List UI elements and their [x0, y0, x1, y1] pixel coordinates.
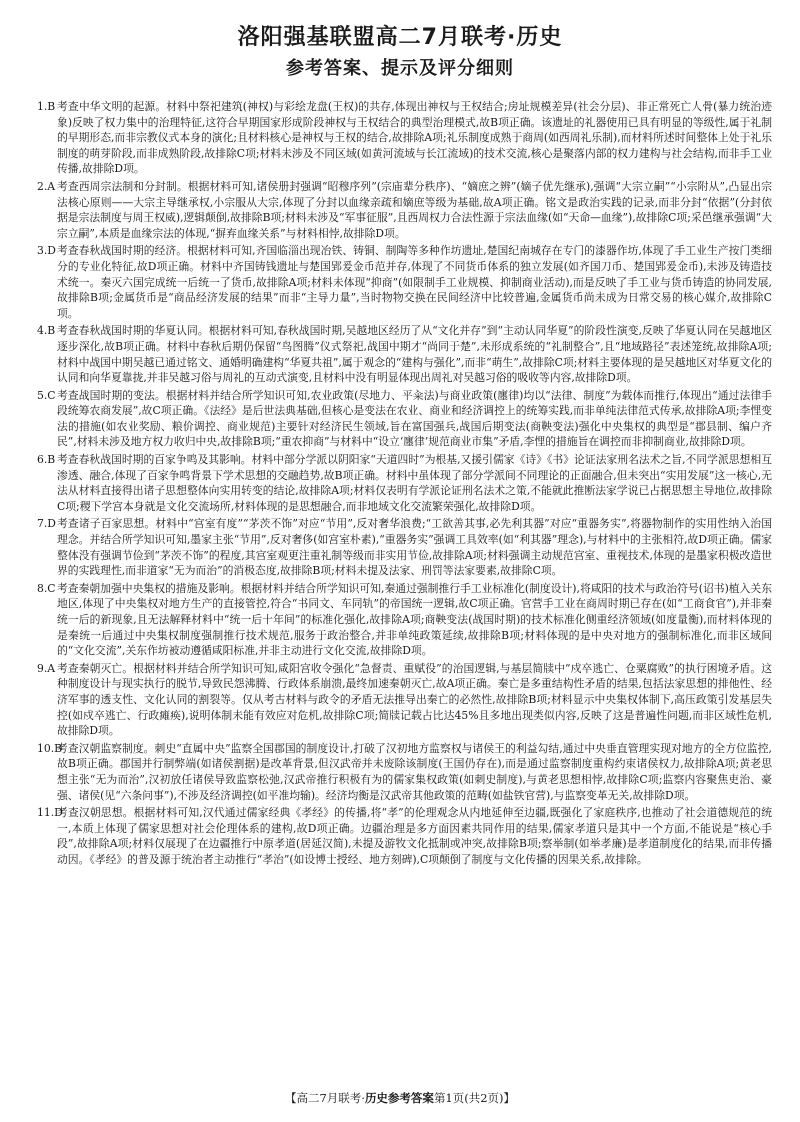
answer-item — [37, 805, 772, 867]
answer-explanation: 考查春秋战国时期的百家争鸣及其影响。材料中部分学派以阴阳家“天道四时”为根基,又援引儒家《诗》《书》论证法家刑名法术之旨,不同学派思想相互渗透、融合,体现了百家争鸣背景下学术思想的交融趋势,故B项正确。材料中虽体现了部分学派间不同理论的正面融合,但未突出“实用发展”这一核心,无法从材料直接得出诸子思想整体向实用转变的结论,故排除A项;材料仅表明有学派论证刑名法术之策,不能就此推断法家学说已占据思想主导地位,故排除C项;稷下学宫本身就是文化交流场所,材料体现的是思想融合,而非地域文化交流繁荣强化,故排除D项。 — [57, 453, 772, 513]
answer-number: 5.C — [37, 388, 56, 402]
answer-explanation: 考查春秋战国时期的经济。根据材料可知,齐国临淄出现冶铁、铸铜、制陶等多种作坊遗址,楚国纪南城存在专门的漆器作坊,体现了手工业生产按门类细分的专业化特征,故D项正确。材料中齐国铸钱遗址与楚国郢爰金币范并存,体现了不同货币体系的独立发展(如齐国刀币、楚国郢爰金币),未涉及铸造技术统一。秦灭六国完成统一后统一了货币,故排除A项;材料未体现“抑商”(如限制手工业规模、抑制商业活动),而是反映了手工业与货币铸造的协同发展,故排除B项;金属货币是“商品经济发展的结果”而非“主导力量”,当时物物交换在民间经济中比较普遍,金属货币尚未成为日常交易的核心媒介,故排除C项。 — [57, 244, 772, 320]
answer-item — [37, 388, 772, 450]
answer-item — [37, 323, 772, 385]
answer-item — [37, 99, 772, 177]
answer-number: 9.A — [37, 661, 56, 675]
answer-explanation: 考查秦朝加强中央集权的措施及影响。根据材料并结合所学知识可知,秦通过强制推行手工业标准化(制度设计),将咸阳的技术与政治符号(诏书)植入关东地区,体现了中央集权对地方生产的直接管控,符合“书同文、车同轨”的帝国统一逻辑,故C项正确。官营手工业在商周时期已存在(如“工商食官”),并非秦统一后的新现象,且无法解释材料中“统一后十年间”的标准化强化,故排除A项;商鞅变法(战国时期)的技术标准化侧重经济领域(如度量衡),而材料体现的是秦统一后通过中央集权制度强制推行技术规范,服务于政治整合,并非单纯政策延续,故排除B项;材料体现的是中央对地方的强制标准化,而非区域间的“文化交流”,关东作坊被动遵循咸阳标准,并非主动进行文化交流,故排除D项。 — [57, 581, 772, 658]
answer-item — [37, 661, 772, 739]
answer-number: 7.D — [37, 517, 56, 531]
answer-number: 8.C — [37, 581, 56, 595]
answer-number: 3.D — [37, 244, 56, 258]
footer-page-info: 第1页(共2页)】 — [433, 1091, 516, 1105]
answer-explanation: 考查汉朝监察制度。刺史“直属中央”监察全国郡国的制度设计,打破了汉初地方监察权与诸侯王的利益勾结,通过中央垂直管理实现对地方的全方位监控,故B项正确。郡国并行制弊端(如诸侯割据)是改革背景,但汉武帝并未废除该制度(王国仍存在),而是通过监察制度重构约束诸侯权力,故排除A项;黄老思想主张“无为而治”,汉初放任诸侯导致监察松弛,汉武帝推行积极有为的儒家集权政策(如刺史制度),与黄老思想相悖,故排除C项;监察内容聚焦吏治、豪强、诸侯(见“六条问事”),不涉及经济调控(如平准均输)。经济均衡是汉武帝其他政策的范畴(如盐铁官营),与监察变革无关,故排除D项。 — [57, 741, 772, 802]
answer-explanation: 考查战国时期的变法。根据材料并结合所学知识可知,农业政策(尽地力、平籴法)与商业政策(廛律)均以“法律、制度”为载体而推行,体现出“通过法律手段统筹农商发展”,故C项正确。《法经》是后世法典基础,但核心是变法在农业、商业和经济调控上的统筹实践,而非单纯法律范式传承,故排除A项;李悝变法的措施(如农业奖励、粮价调控、商业规范)主要针对经济民生领域,旨在富国强兵,战国后期变法(商鞅变法)强化中央集权的典型是“郡县制、编户齐民”,材料未涉及地方权力收归中央,故排除B项;“重农抑商”与材料中“设立‘廛律’规范商业市集”矛盾,李悝的措施旨在调控而非抑制商业,故排除D项。 — [57, 388, 772, 449]
answer-explanation: 考查秦朝灭亡。根据材料并结合所学知识可知,咸阳宫收令强化“急督责、重赋役”的治国逻辑,与基层简牍中“戍卒逃亡、仓粟腐败”的执行困境矛盾。这种制度设计与现实执行的脱节,导致民怨沸腾、行政体系崩溃,最终加速秦朝灭亡,故A项正确。秦亡是多重结构性矛盾的结果,包括法家思想的排他性、经济军事的透支性、文化认同的割裂等。仅从考古材料与政令的矛盾无法推导出秦亡的必然性,故排除B项;材料显示中央集权体制下,高压政策引发基层失控(如戍卒逃亡、行政瘫痪),说明体制未能有效应对危机,故排除C项;简牍记载占比达45%且多地出现类似内容,反映了这是普遍性问题,而非区域性危机,故排除D项。 — [57, 661, 772, 738]
answer-number: 10.B — [37, 741, 63, 755]
answer-item — [37, 581, 772, 659]
page-subtitle: 参考答案、提示及评分细则 — [286, 58, 514, 79]
answer-explanation: 考查诸子百家思想。材料中“宫室有度”“茅茨不饰”对应“节用”,反对奢华浪费;“工欲善其事,必先利其器”对应“重器务实”,将器物制作的实用性纳入治国理念。并结合所学知识可知,墨家主张“节用”,反对奢侈(如宫室朴素),“重器务实”强调工具效率(如“利其器”理念),与材料中的主张相符,故D项正确。儒家整体没有强调节俭到“茅茨不饰”的程度,其宫室观更注重礼制等级而非实用节俭,故排除A项;材料强调主动规范宫室、重视技术,体现的是墨家积极改造世界的实践理性,而非道家“无为而治”的消极态度,故排除B项;材料未提及法家、刑罚等法家要素,故排除C项。 — [57, 517, 772, 578]
answer-number: 11.D — [37, 806, 63, 820]
page-footer — [0, 1090, 800, 1106]
page-title: 洛阳强基联盟高二7月联考·历史 — [237, 25, 563, 50]
answer-number: 4.B — [37, 324, 56, 338]
footer-doc-name: 历史参考答案 — [364, 1091, 434, 1105]
answer-list — [37, 99, 772, 1081]
answer-explanation: 考查中华文明的起源。材料中祭祀建筑(神权)与彩绘龙盘(王权)的共存,体现出神权与王权结合;房址规模差异(社会分层)、非正常死亡人骨(暴力统治迹象)反映了权力集中的治理特征,这符合早期国家形成阶段神权与王权结合的典型治理模式,故B项正确。该遗址的礼器使用已具有明显的等级性,属于礼制的早期形态,而非宗教仪式本身的演化;且材料核心是神权与王权的结合,故排除A项;礼乐制度成熟于商周(如西周礼乐制),而材料所述时间整体上处于礼乐制度的萌芽阶段,而非成熟阶段,故排除C项;材料未涉及不同区域(如黄河流域与长江流域)的技术交流,核心是聚落内部的权力建构与社会结构,而非手工业传播,故排除D项。 — [57, 100, 772, 176]
answer-item — [37, 243, 772, 321]
answer-item — [37, 516, 772, 578]
answer-explanation: 考查汉朝思想。根据材料可知,汉代通过儒家经典《孝经》的传播,将“孝”的伦理观念从内地延伸至边疆,既强化了家庭秩序,也推动了社会道德规范的统一,本质上体现了儒家思想对社会伦理体系的建构,故D项正确。边疆治理是多方面因素共同作用的结果,儒家孝道只是其中一个方面,不能说是“核心手段”,故排除A项;材料仅展现了在边疆推行中原孝道(居延汉简),未提及游牧文化抵制或冲突,故排除B项;察举制(如举孝廉)是孝道制度化的结果,而非传播动因。《孝经》的普及源于统治者主动推行“孝治”(如设博士授经、地方刻碑),C项颠倒了制度与文化传播的因果关系,故排除。 — [57, 806, 772, 866]
answer-item — [37, 741, 772, 803]
answer-item — [37, 452, 772, 514]
answer-number: 6.B — [37, 453, 56, 467]
answer-number: 1.B — [37, 100, 56, 113]
answer-explanation: 考查西周宗法制和分封制。根据材料可知,诸侯册封强调“昭穆序列”(宗庙辈分秩序)、“嫡庶之辨”(嫡子优先继承),强调“大宗立嗣”“小宗附从”,凸显出宗法核心原则——大宗主导继承权,小宗服从大宗,体现了分封以血缘亲疏和嫡庶等级为基础,故A项正确。铭文是政治实践的记录,而非分封“依据”(分封依据是宗法制度与周王权威),逻辑颠倒,故排除B项;材料未涉及“军事征服”,且西周权力合法性源于宗法血缘(如“天命—血缘”),故排除C项;采邑继承强调“大宗立嗣”,本质是血缘宗法的体现,“摒弃血缘关系”与材料相悖,故排除D项。 — [57, 179, 772, 240]
answer-number: 2.A — [37, 179, 56, 193]
answer-explanation: 考查春秋战国时期的华夏认同。根据材料可知,春秋战国时期,吴越地区经历了从“文化并存”到“主动认同华夏”的阶段性演变,反映了华夏认同在吴越地区逐步深化,故B项正确。材料中春秋后期仍保留“鸟图腾”仪式祭祀,战国中期才“尚同于楚”,未形成系统的“礼制整合”,且“地域路径”表述笼统,故排除A项;材料中战国中期吴越已通过铭文、通婚明确建构“华夏共祖”,属于观念的“建构与强化”,而非“萌生”,故排除C项;材料主要体现的是吴越地区对华夏文化的认同和向华夏靠拢,并非吴越习俗与周礼的互动式演变,且材料中没有明显体现出周礼对吴越习俗的吸收等内容,故排除D项。 — [57, 324, 772, 385]
footer-left: 【高二7月联考· — [284, 1091, 365, 1105]
answer-item — [37, 179, 772, 241]
